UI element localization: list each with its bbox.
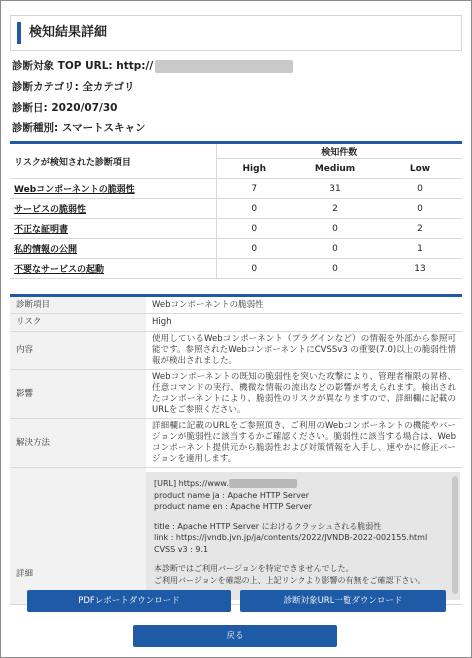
detail-item-label: 診断項目	[10, 296, 146, 314]
detail-impact-value: Webコンポーネントの既知の脆弱性を突いた攻撃により、管理者権限の昇格、任意コマンドの実行、機微な情報の流出などの影響が考えられます。検出されたコンポーネントにより、脆弱性のリスクが異なりますので、詳細欄に記載のURLをご参照ください。	[146, 370, 462, 419]
page-header	[10, 15, 462, 51]
detail-impact-label: 影響	[10, 370, 146, 419]
count-high: 7	[216, 179, 292, 199]
count-low: 2	[378, 219, 462, 239]
meta-category: 診断カテゴリ: 全カテゴリ	[12, 81, 135, 93]
detail-item-value: Webコンポーネントの脆弱性	[146, 296, 462, 314]
count-low: 0	[378, 179, 462, 199]
table-row	[10, 219, 462, 239]
detail-solution-label: 解決方法	[10, 419, 146, 468]
detail-risk-value: High	[146, 314, 462, 332]
count-high: 0	[216, 199, 292, 219]
detail-scrollbar[interactable]	[452, 476, 458, 594]
detail-name-en: product name en : Apache HTTP Server	[154, 502, 312, 511]
count-low: 1	[378, 239, 462, 259]
detail-note-1: 本診断ではご利用バージョンを特定できませんでした。	[154, 564, 354, 573]
count-medium: 0	[292, 219, 378, 239]
redacted-url	[155, 60, 293, 73]
summary-table	[10, 141, 462, 279]
detail-detail-label: 詳細	[10, 468, 146, 605]
detail-note-2: ご利用バージョンを確認の上、上記リンクより影響の有無をご確認下さい。	[154, 575, 426, 585]
detail-cvss: CVSS v3 : 9.1	[154, 544, 209, 554]
redacted-url	[229, 479, 297, 488]
meta-target-url-label: 診断対象 TOP URL: http://	[12, 60, 154, 72]
detail-row-solution	[10, 419, 462, 468]
detail-link: link : https://jvndb.jvn.jp/ja/contents/2022/JVNDB-2022-002155.html	[154, 533, 428, 542]
count-high: 0	[216, 219, 292, 239]
detail-solution-value: 詳細欄に記載のURLをご参照頂き、ご利用のWebコンポーネントの機能やバージョンが脆弱性に該当するかご確認ください。脆弱性に該当する場合は、Webコンポーネント提供元から脆弱性および対策情報を入手し、速やかに修正バージョンを適用します。	[146, 419, 462, 468]
url-list-download-button[interactable]: 診断対象URL一覧ダウンロード	[240, 590, 446, 612]
detail-content-value: 使用しているWebコンポーネント（プラグインなど）の情報を外部から参照可能です。参照されたWebコンポーネントにCVSSv3 の重要(7.0)以上の脆弱性情報が検出されました。	[146, 332, 462, 370]
detail-scroll-box[interactable]	[146, 472, 460, 600]
count-high: 0	[216, 259, 292, 279]
count-medium: 31	[292, 179, 378, 199]
detail-name-ja: product name ja : Apache HTTP Server	[154, 490, 310, 500]
level-high: High	[216, 159, 292, 179]
count-low: 13	[378, 259, 462, 279]
count-medium: 2	[292, 199, 378, 219]
detail-vuln-title: title : Apache HTTP Server におけるクラッシュされる脆弱性	[154, 521, 382, 531]
detail-risk-label: リスク	[10, 314, 146, 332]
table-row	[10, 259, 462, 279]
meta-date: 診断日: 2020/07/30	[12, 102, 118, 114]
detail-row-risk	[10, 314, 462, 332]
detail-row-item	[10, 296, 462, 314]
detail-content-label: 内容	[10, 332, 146, 370]
detail-url: [URL] https://www.	[154, 479, 229, 488]
count-medium: 0	[292, 239, 378, 259]
page-title: 検知結果詳細	[29, 25, 108, 40]
detail-row-content	[10, 332, 462, 370]
summary-item-link[interactable]: Webコンポーネントの脆弱性	[14, 185, 135, 195]
count-low: 0	[378, 199, 462, 219]
summary-item-link[interactable]: サービスの脆弱性	[14, 205, 87, 215]
detail-row-detail	[10, 468, 462, 605]
back-button[interactable]: 戻る	[133, 625, 337, 647]
header-accent-bar	[17, 22, 21, 44]
meta-target-url	[12, 59, 293, 73]
meta-type: 診断種別: スマートスキャン	[12, 122, 146, 134]
table-row	[10, 179, 462, 199]
summary-col-item: リスクが検知された診断項目	[10, 143, 216, 179]
summary-item-link[interactable]: 不要なサービスの起動	[14, 265, 105, 275]
summary-item-link[interactable]: 不正な証明書	[14, 225, 69, 235]
detail-row-impact	[10, 370, 462, 419]
detail-table	[10, 294, 462, 605]
count-medium: 0	[292, 259, 378, 279]
pdf-download-button[interactable]: PDFレポートダウンロード	[27, 590, 231, 612]
level-medium: Medium	[292, 159, 378, 179]
table-row	[10, 239, 462, 259]
detail-url-line	[154, 478, 452, 490]
summary-col-count: 検知件数	[216, 143, 462, 159]
level-low: Low	[378, 159, 462, 179]
count-high: 0	[216, 239, 292, 259]
summary-item-link[interactable]: 私的情報の公開	[14, 245, 78, 255]
table-row	[10, 199, 462, 219]
